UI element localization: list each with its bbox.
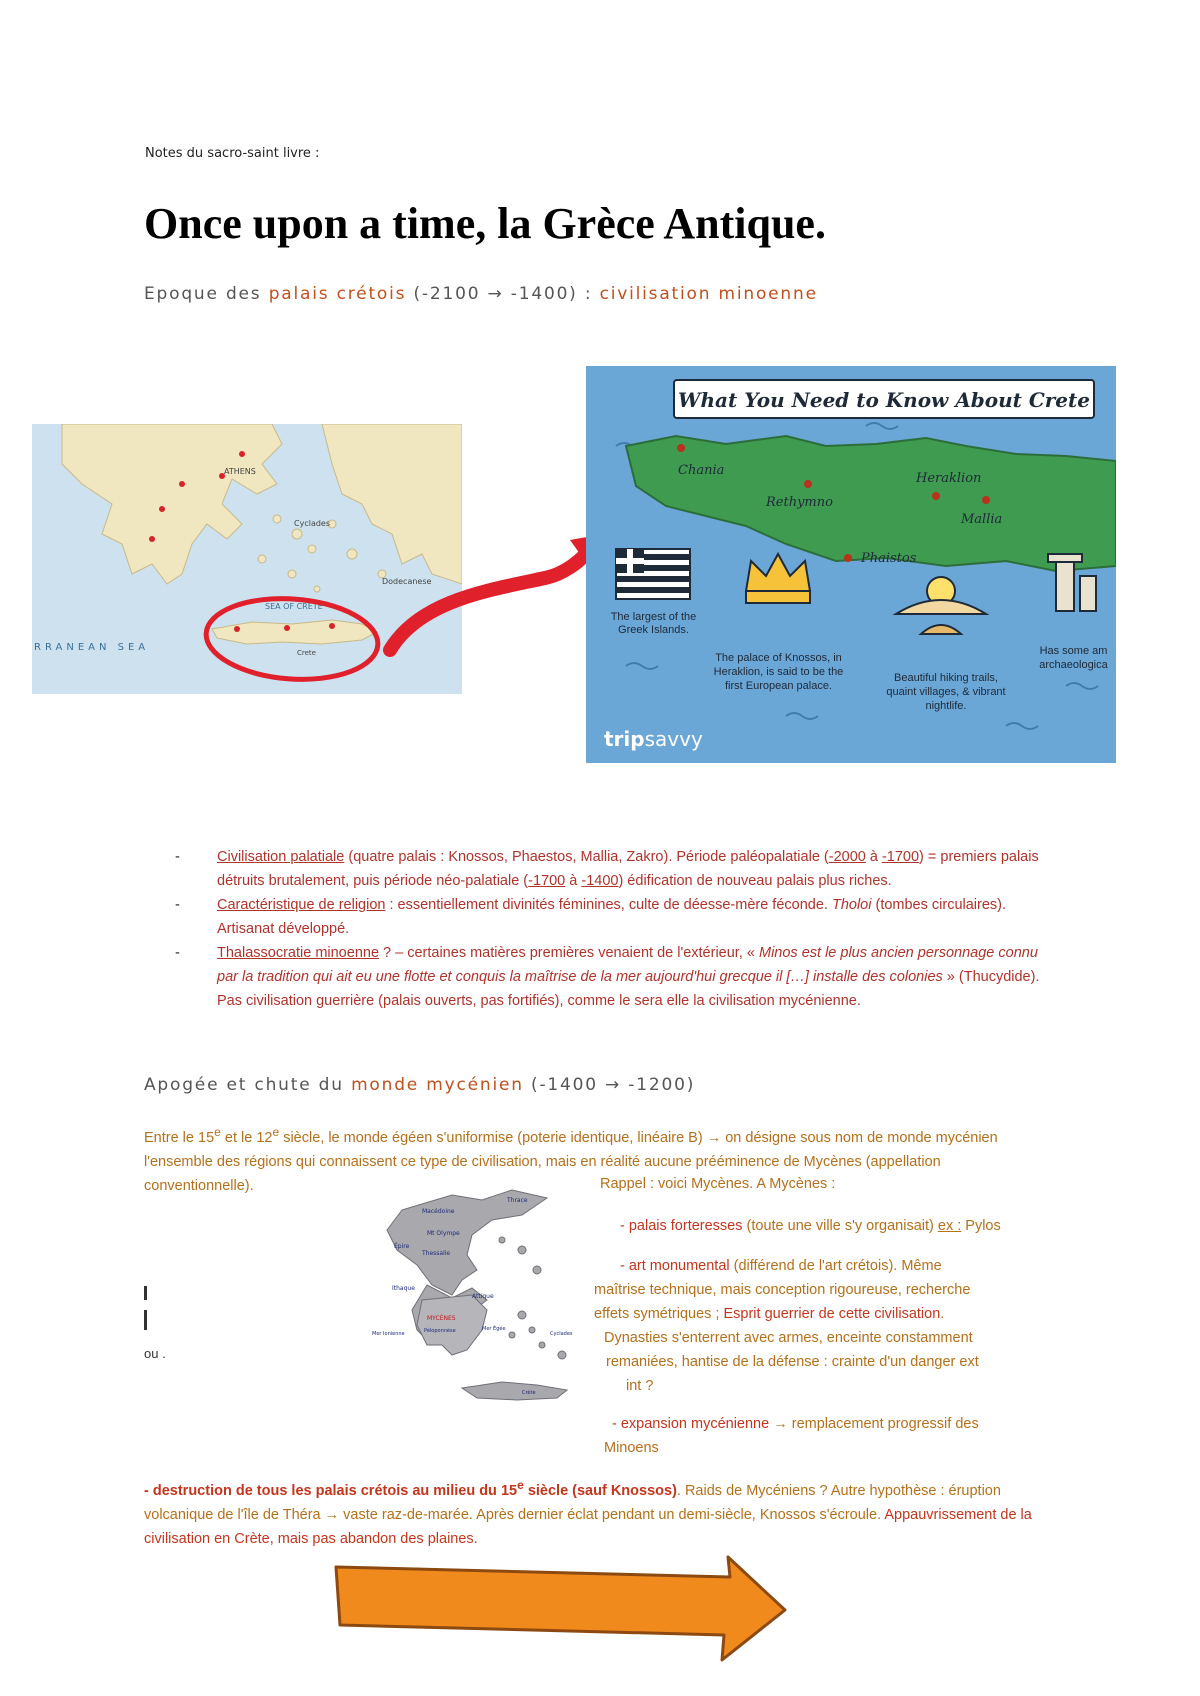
rappel-line: Rappel : voici Mycènes. A Mycènes : bbox=[600, 1176, 836, 1192]
map-label-mediterranean: RRANEAN SEA bbox=[34, 642, 150, 653]
page-title: Once upon a time, la Grèce Antique. bbox=[144, 199, 826, 248]
expansion-block: - expansion mycénienne → remplacement progressif des Minoens bbox=[604, 1416, 979, 1456]
crete-poster-svg bbox=[586, 366, 1116, 763]
svg-text:Attique: Attique bbox=[472, 1293, 494, 1300]
svg-text:Péloponnèse: Péloponnèse bbox=[424, 1328, 456, 1334]
palais-forteresses-line: - palais forteresses (toute une ville s'y organisait) ex : Pylos bbox=[620, 1218, 1001, 1234]
map-label-dodecanese: Dodecanese bbox=[382, 577, 432, 586]
bullet-religion: - Caractéristique de religion : essentiellement divinités féminines, culte de déesse-mère féconde. Tholoi (tombes circulaires). Artisanat développé. bbox=[175, 893, 1055, 941]
poster-caption-hiking: Beautiful hiking trails, quaint villages, & vibrant nightlife. bbox=[886, 672, 1006, 712]
greek-flag-icon bbox=[616, 549, 690, 599]
crete-infographic-image bbox=[586, 366, 1116, 763]
svg-text:Épire: Épire bbox=[394, 1243, 410, 1250]
heading-dates: (-2100 → -1400) : bbox=[406, 284, 600, 304]
art-monumental-block: - art monumental (différend de l'art crétois). Même maîtrise technique, mais conception rigoureuse, recherche effets symétriques ; Esprit guerrier de cette civilisation. Dynasties s'enterrent avec armes, enceinte constamment remaniées, hantise de la défense : crainte d'un danger ext int ? bbox=[594, 1258, 979, 1394]
heading-prefix: Epoque des bbox=[144, 284, 269, 304]
svg-text:Thessalie: Thessalie bbox=[422, 1250, 451, 1257]
bullet-label: Thalassocratie minoenne bbox=[217, 945, 380, 961]
map-label-crete: Crete bbox=[297, 649, 316, 657]
heading-highlight-mycenien: monde mycénien bbox=[351, 1075, 524, 1095]
poster-city-mallia: Mallia bbox=[961, 512, 1003, 527]
poster-city-phaistos: Phaistos bbox=[861, 551, 917, 566]
section-heading-minoan bbox=[144, 284, 818, 304]
orange-arrow-icon bbox=[330, 1555, 800, 1665]
svg-text:MYCÈNES: MYCÈNES bbox=[427, 1315, 456, 1322]
greece-map-image bbox=[372, 1180, 607, 1415]
stray-text-ou: ou . bbox=[144, 1346, 166, 1361]
svg-text:Thrace: Thrace bbox=[507, 1197, 528, 1204]
svg-text:Mer Égée: Mer Égée bbox=[482, 1326, 506, 1332]
map-label-athens: ATHENS bbox=[224, 467, 256, 476]
svg-text:Mt Olympe: Mt Olympe bbox=[427, 1230, 460, 1237]
poster-heading: What You Need to Know About Crete bbox=[678, 388, 1090, 412]
poster-caption-knossos: The palace of Knossos, in Heraklion, is said to be the first European palace. bbox=[713, 652, 844, 692]
poster-brand: tripsavvy bbox=[604, 727, 703, 751]
header-note: Notes du sacro-saint livre : bbox=[145, 146, 320, 161]
stray-mark bbox=[144, 1310, 147, 1330]
heading-highlight-minoenne: civilisation minoenne bbox=[599, 284, 818, 304]
svg-text:Macédoine: Macédoine bbox=[422, 1208, 455, 1215]
destruction-paragraph: - destruction de tous les palais crétois au milieu du 15e siècle (sauf Knossos). Raids de Mycéniens ? Autre hypothèse : éruption volcanique de l'île de Théra → vaste raz-de-marée. Après dernier éclat pendant un demi-siècle, Knossos s'écroule. Appauvrissement de la civilisation en Crète, mais pas abandon des plaines. bbox=[144, 1478, 1032, 1547]
svg-text:Crète: Crète bbox=[522, 1390, 536, 1396]
poster-caption-archaeology: Has some am archaeologica bbox=[1039, 645, 1108, 671]
map-label-sea-of-crete: SEA OF CRETE bbox=[265, 602, 323, 611]
bullet-civilisation-palatiale: - Civilisation palatiale (quatre palais : Knossos, Phaestos, Mallia, Zakro). Période paléopalatiale (-2000 à -1700) = premiers palais détruits brutalement, puis période néo-palatiale (-1700 à -1400) édification de nouveau palais plus riches. bbox=[175, 845, 1055, 893]
bullet-thalassocratie: - Thalassocratie minoenne ? – certaines matières premières venaient de l'extérieur, « Minos est le plus ancien personnage connu par la tradition qui ait eu une flotte et conquis la maîtrise de la mer aujourd'hui grecque il […] installe des colonies » (Thucydide). Pas civilisation guerrière (palais ouverts, pas fortifiés), comme le sera elle la civilisation mycénienne. bbox=[175, 941, 1055, 1013]
bullet-label: Civilisation palatiale bbox=[217, 849, 345, 865]
svg-text:Cyclades: Cyclades bbox=[550, 1331, 573, 1337]
bullet-label: Caractéristique de religion bbox=[217, 897, 386, 913]
poster-caption-largest: The largest of the Greek Islands. bbox=[610, 611, 697, 636]
map-label-cyclades: Cyclades bbox=[294, 519, 331, 528]
poster-city-heraklion: Heraklion bbox=[916, 471, 982, 486]
svg-text:Ithaque: Ithaque bbox=[392, 1285, 415, 1292]
svg-text:Mer Ionienne: Mer Ionienne bbox=[372, 1331, 405, 1337]
minoan-bullets bbox=[175, 845, 1055, 1013]
poster-city-chania: Chania bbox=[678, 463, 725, 478]
mycenian-intro-paragraph: Entre le 15e et le 12e siècle, le monde égéen s'uniformise (poterie identique, linéaire B) → on désigne sous nom de monde mycénien l'ensemble des régions qui connaissent ce type de civilisation, mais en réalité aucune prééminence de Mycènes (appellation conventionnelle). bbox=[144, 1125, 998, 1194]
greece-map-svg bbox=[372, 1180, 607, 1415]
section-heading-mycenian: Apogée et chute du monde mycénien (-1400 → -1200) bbox=[144, 1075, 696, 1095]
poster-city-rethymno: Rethymno bbox=[766, 495, 833, 510]
heading-highlight-palais: palais crétois bbox=[268, 284, 407, 304]
right-column bbox=[600, 1172, 1060, 1196]
stray-mark bbox=[144, 1286, 147, 1300]
